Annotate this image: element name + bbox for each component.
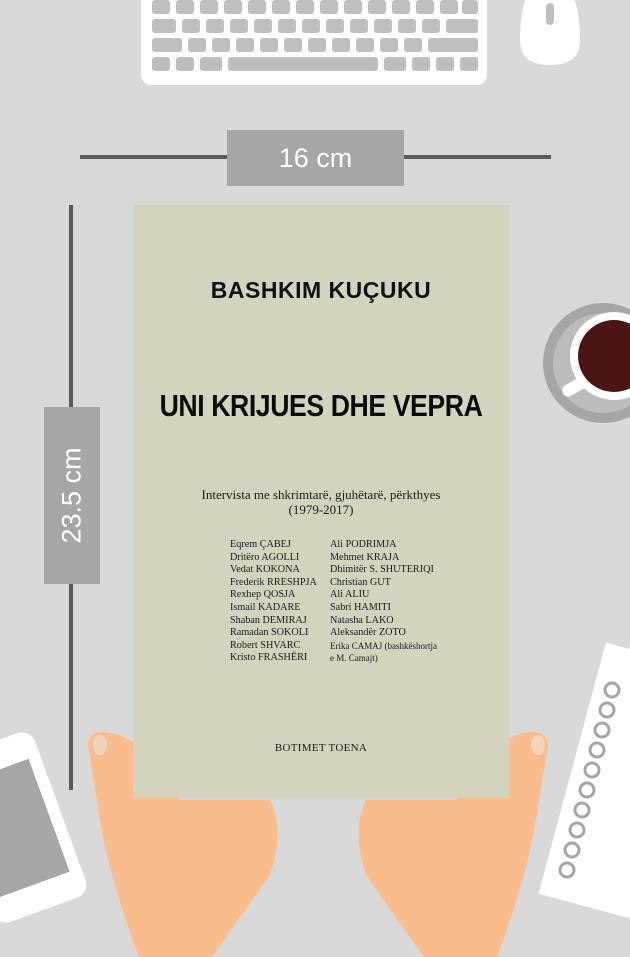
name-item: Shaban DEMIRAJ xyxy=(230,614,307,626)
names-left-column xyxy=(230,539,317,665)
name-item: Dritëro AGOLLI xyxy=(230,551,300,563)
subtitle-line-1: Intervista me shkrimtarë, gjuhëtarë, përkthyes xyxy=(201,487,441,502)
name-item: Ali ALIU xyxy=(330,589,370,601)
name-item: Sabri HAMITI xyxy=(330,601,391,613)
coffee-cup-icon xyxy=(543,303,630,423)
mouse-icon xyxy=(520,0,580,65)
name-item: Erika CAMAJ (bashkëshortja xyxy=(330,640,437,651)
name-item: Vedat KOKONA xyxy=(230,564,300,576)
name-item: Robert SHVARC xyxy=(230,639,301,651)
name-item: Ramadan SOKOLI xyxy=(230,627,309,639)
subtitle-line-2: (1979-2017) xyxy=(288,502,354,517)
name-item: Natasha LAKO xyxy=(330,614,394,626)
name-item: Rexhep QOSJA xyxy=(230,589,296,601)
name-item: Eqrem ÇABEJ xyxy=(230,539,291,550)
name-item: Ismail KADARE xyxy=(230,601,301,613)
book-subtitle xyxy=(133,487,509,517)
names-right-column xyxy=(330,539,437,665)
name-item: Frederik RRESHPJA xyxy=(230,576,317,588)
name-item: Kristo FRASHËRI xyxy=(230,652,308,664)
name-item: Mehmet KRAJA xyxy=(330,551,400,563)
book-publisher: BOTIMET TOENA xyxy=(274,742,368,754)
name-item: Ali PODRIMJA xyxy=(330,539,397,550)
width-label: 16 cm xyxy=(227,130,404,186)
name-item: Christian GUT xyxy=(330,576,391,588)
book-title: UNI KRIJUES DHE VEPRA xyxy=(159,388,483,423)
book-cover xyxy=(133,205,509,798)
name-item: e M. Camajt) xyxy=(330,653,378,664)
keyboard-icon xyxy=(141,0,487,85)
height-label-text: 23.5 cm xyxy=(56,447,87,544)
name-item: Aleksandër ZOTO xyxy=(330,627,406,639)
name-item: Dhimitër S. SHUTERIQI xyxy=(330,564,434,576)
height-label xyxy=(44,407,100,584)
book-author: BASHKIM KUÇUKU xyxy=(210,277,432,303)
notebook-icon xyxy=(539,643,630,928)
phone-icon xyxy=(0,728,90,926)
